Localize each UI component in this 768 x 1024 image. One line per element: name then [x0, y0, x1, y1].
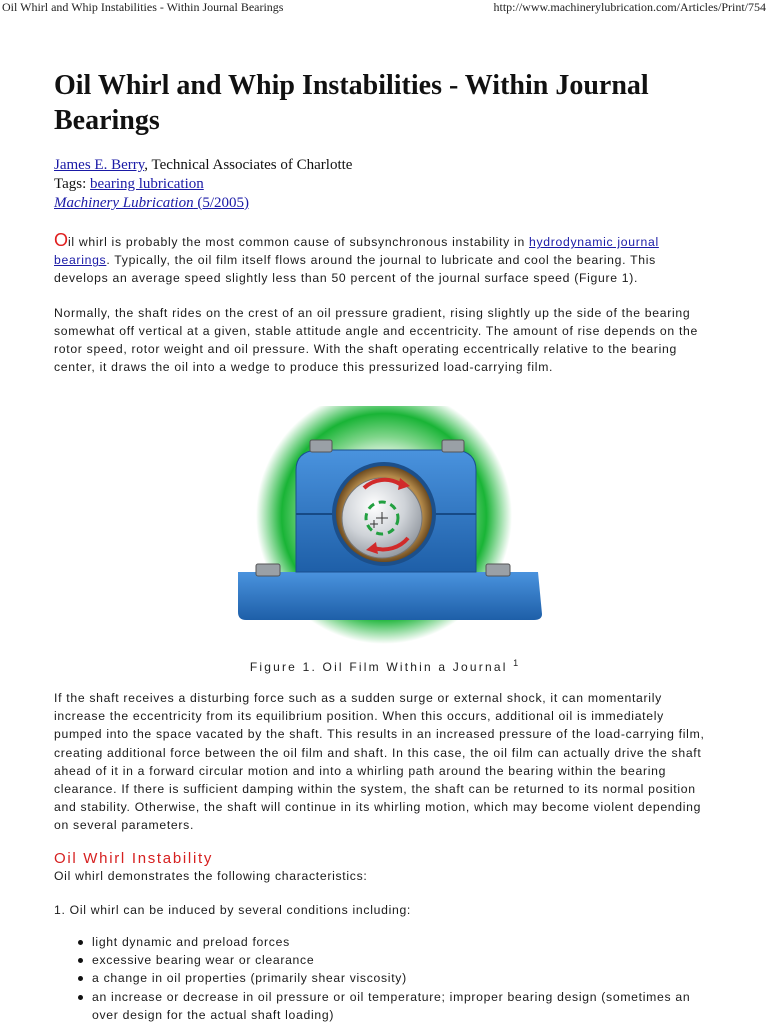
publication-name: Machinery Lubrication — [54, 195, 194, 211]
list-item: excessive bearing wear or clearance — [54, 951, 716, 969]
print-header-title: Oil Whirl and Whip Instabilities - Within Journal Bearings — [2, 0, 284, 14]
paragraph-text: . Typically, the oil film itself flows around the journal to lubricate and cool the bearing. This develops an average speed slightly less than 50 percent of the journal surface speed (Figure 1). — [54, 253, 656, 286]
bearing-illustration — [224, 406, 550, 650]
publication-line — [54, 194, 714, 213]
paragraph-intro — [54, 231, 714, 288]
paragraph-3: If the shaft receives a disturbing force such as a sudden surge or external shock, it can momentarily increase the eccentricity from its equilibrium position. When this occurs, additional oil is immediately pumped into the space vacated by the shaft. This results in an increased pressure of the load-carrying film, creating additional force between the oil film and shaft. In this case, the oil film can actually drive the shaft ahead of it in a forward circular motion and into a whirling path around the bearing within the bearing clearance. If there is sufficient damping within the system, the shaft can be returned to its normal position and stability. Otherwise, the shaft will continue in its whirling motion, which may become violent depending on several parameters. — [54, 691, 705, 833]
author-line — [54, 156, 714, 175]
conditions-list — [54, 933, 716, 1024]
publication-link[interactable] — [54, 195, 249, 211]
page-title: Oil Whirl and Whip Instabilities - Within Journal Bearings — [54, 70, 649, 136]
tag-link[interactable]: bearing lubrication — [90, 176, 204, 192]
paragraph-2: Normally, the shaft rides on the crest of an oil pressure gradient, rising slightly up the side of the bearing somewhat off vertical at a given, stable attitude angle and eccentricity. The amount of rise depends on the rotor speed, rotor weight and oil pressure. With the shaft operating eccentrically relative to the bearing center, it draws the oil into a wedge to produce this pressurized load-carrying film. — [54, 305, 698, 375]
footnote-ref: 1 — [513, 658, 519, 668]
paragraph-5: 1. Oil whirl can be induced by several conditions including: — [54, 902, 412, 917]
publication-date: (5/2005) — [197, 195, 249, 211]
tags-label: Tags: — [54, 176, 91, 192]
section-heading: Oil Whirl Instability — [54, 849, 214, 867]
author-affiliation: , Technical Associates of Charlotte — [144, 157, 353, 173]
caption-text: Figure 1. Oil Film Within a Journal — [249, 660, 508, 674]
list-item: light dynamic and preload forces — [54, 933, 716, 951]
hydrodynamic-bearings-link[interactable]: hydrodynamic journal bearings — [54, 235, 659, 268]
drop-cap: O — [54, 230, 69, 250]
list-item: a change in oil properties (primarily shear viscosity) — [54, 969, 716, 987]
article-lower — [54, 689, 716, 1024]
figure-caption — [0, 658, 768, 674]
bearing-base — [238, 572, 542, 620]
article — [54, 68, 714, 376]
author-link[interactable]: James E. Berry — [54, 157, 145, 173]
tags-line — [54, 175, 714, 194]
paragraph-4: Oil whirl demonstrates the following characteristics: — [54, 868, 368, 883]
figure-oil-film — [224, 406, 550, 650]
print-header-url: http://www.machinerylubrication.com/Articles/Print/754 — [493, 0, 766, 14]
byline — [54, 156, 714, 213]
list-item: an increase or decrease in oil pressure or oil temperature; improper bearing design (sometimes an over design for the actual shaft loading) — [54, 988, 716, 1024]
paragraph-text: il whirl is probably the most common cause of subsynchronous instability in — [68, 235, 530, 249]
